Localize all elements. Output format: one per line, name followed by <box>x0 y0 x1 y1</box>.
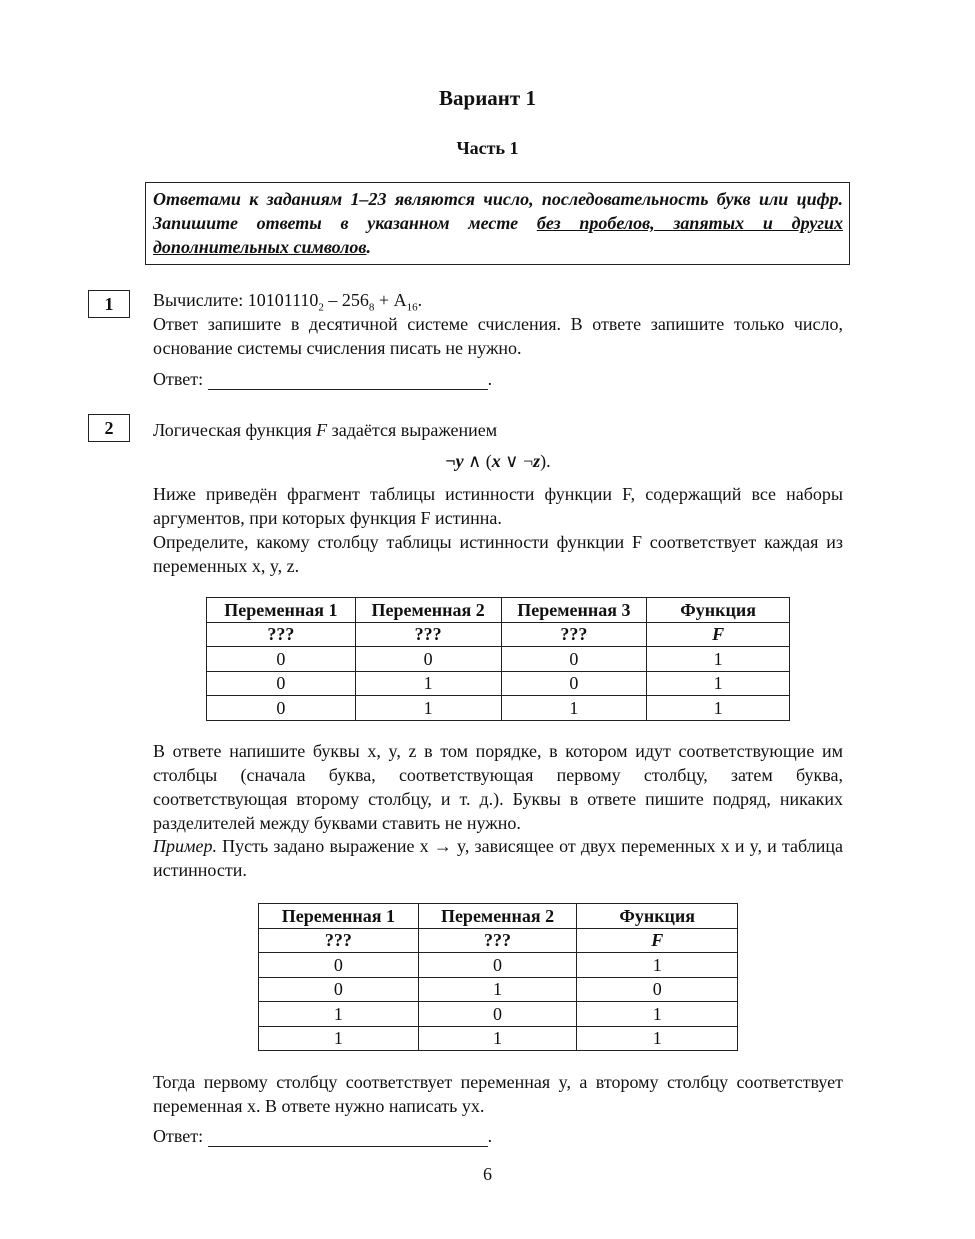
truth-table-1 <box>206 597 790 721</box>
table-header: Переменная 2 <box>418 904 577 929</box>
task2-p1: Ниже приведён фрагмент таблицы истинности функции F, содержащий все наборы аргументов, при которых функция F истинна. <box>153 484 843 528</box>
task1-answer[interactable]: Ответ: . <box>153 369 493 389</box>
answer-field[interactable] <box>208 1128 488 1147</box>
instructions-box <box>145 182 850 265</box>
task2-example: Пример. Пусть задано выражение x → y, зависящее от двух переменных x и y, и таблица истинности. <box>153 836 843 880</box>
instructions-end: . <box>366 237 371 257</box>
truth-table-2 <box>258 903 738 1051</box>
task1-text: Ответ запишите в десятичной системе счисления. В ответе запишите только число, основание системы счисления писать не нужно. <box>153 314 843 358</box>
task2-p3: В ответе напишите буквы x, y, z в том порядке, в котором идут соответствующие им столбцы (сначала буква, соответствующая первому столбцу, затем буква, соответствующая второму столбцу, и т. д.). Буквы в ответе пишите подряд, никаких разделителей между буквами ставить не нужно. <box>153 741 843 833</box>
table-row: 0 1 0 1 <box>207 671 790 696</box>
task2-answer[interactable]: Ответ: . <box>153 1126 493 1146</box>
answer-field[interactable] <box>208 371 488 390</box>
page-title: Вариант 1 <box>439 86 536 110</box>
table-row: ??? ??? F <box>259 928 738 953</box>
instructions-underlined: без пробелов, запятых и других дополнительных символов <box>153 213 843 257</box>
table-header: Переменная 1 <box>259 904 419 929</box>
table-row: 0 1 1 1 <box>207 696 790 721</box>
task1-number: 1 <box>88 290 130 318</box>
task2-p2: Определите, какому столбцу таблицы истинности функции F соответствует каждая из переменных x, y, z. <box>153 532 843 576</box>
answer-label: Ответ: <box>153 369 204 389</box>
table-row: 0 0 1 <box>259 953 738 978</box>
table-row: ??? ??? ??? F <box>207 622 790 647</box>
table-row: 0 0 0 1 <box>207 647 790 672</box>
task1-prompt: Вычислите: $10101110_2 - 256_8 + A_{16}$. <box>153 290 423 314</box>
table-header: Переменная 3 <box>501 598 647 623</box>
table-header: Функция <box>577 904 738 929</box>
table-header: Переменная 2 <box>355 598 501 623</box>
table-header: Переменная 1 <box>207 598 356 623</box>
instructions-text: Ответами к заданиям 1–23 являются число, последовательность букв или цифр. Запишите ответы в указанном месте <box>153 189 843 233</box>
task2-p5: Тогда первому столбцу соответствует переменная y, а второму столбцу соответствует переменная x. В ответе нужно написать yx. <box>153 1072 843 1116</box>
table-row: 1 1 1 <box>259 1026 738 1051</box>
table-row: 0 1 0 <box>259 977 738 1002</box>
page-number: 6 <box>483 1164 492 1184</box>
task2-formula: ¬y ∧ (x ∨ ¬z). <box>445 451 551 471</box>
part-heading: Часть 1 <box>456 138 519 158</box>
task2-intro: Логическая функция F задаётся выражением <box>153 420 498 440</box>
table-header: Функция <box>647 598 790 623</box>
answer-label: Ответ: <box>153 1126 204 1146</box>
table-row: 1 0 1 <box>259 1002 738 1027</box>
task2-number: 2 <box>88 414 130 442</box>
